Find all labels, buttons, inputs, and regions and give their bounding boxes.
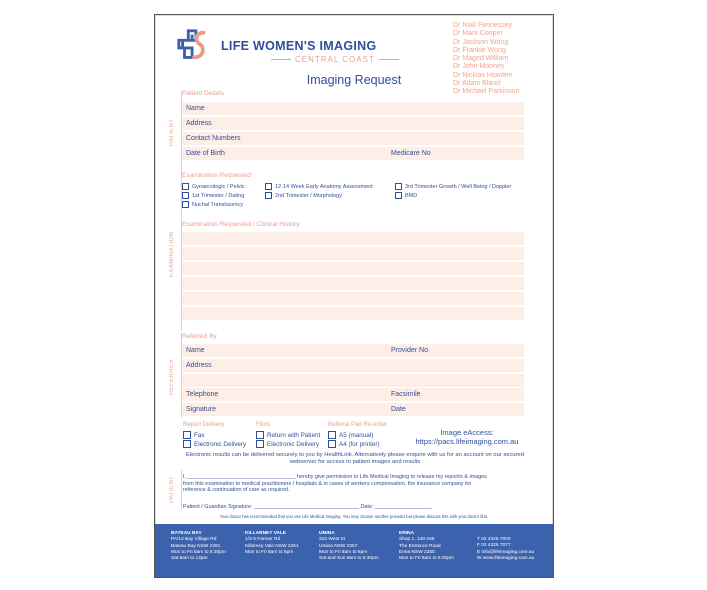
clinical-history-heading: Examination Requested / Clinical History — [182, 221, 300, 228]
referrer-address-line2[interactable] — [182, 374, 524, 387]
consent-text — [183, 474, 528, 494]
referred-by-heading: Referred By — [182, 333, 217, 340]
patient-name-label: Name — [186, 105, 205, 112]
doctor-name: Dr Maged William — [453, 55, 509, 63]
location-name: BATEAU BAY — [171, 531, 202, 536]
early-anatomy-label: 12-14 Week Early Anatomy Assessment — [275, 183, 373, 190]
third-trimester-label: 3rd Trimester Growth / Well Being / Doppler — [405, 183, 512, 190]
email-link[interactable]: E info@lifeimaging.com.au — [477, 549, 535, 555]
doctor-name: Dr Adam Bland — [453, 80, 501, 88]
location-line: Mon to Fri 8am to 5pm — [245, 549, 294, 555]
provider-no-label: Provider No — [391, 347, 428, 354]
consent-side-label: PATIENT — [169, 475, 175, 503]
first-trimester-checkbox[interactable] — [182, 192, 244, 199]
dob-label: Date of Birth — [186, 150, 225, 157]
a4-checkbox[interactable] — [328, 440, 380, 448]
return-with-patient-label: Return with Patient — [267, 431, 321, 439]
exam-requested-heading: Examination Requested — [182, 172, 252, 179]
patient-details-heading: Patient Details — [182, 90, 224, 97]
location-line: Mon to Fri 8am to 5:30pm — [399, 556, 454, 562]
contact-details — [477, 537, 534, 562]
patient-signature-line[interactable]: Patient / Guardian Signature: ___________________________________ Date: ___________________ — [183, 504, 432, 510]
facsimile-label: Facsimile — [391, 391, 421, 398]
medicare-label: Medicare No — [391, 150, 431, 157]
footer-locations — [155, 524, 553, 577]
consent-line: from this examination to medical practitioners / hospitals & in cases of workers compensation, the insurance company for — [183, 480, 472, 487]
doctor-name: Dr Mark Cooper — [453, 30, 503, 38]
referrer-name-label: Name — [186, 347, 205, 354]
brand-name: LIFE WOMEN'S IMAGING — [221, 39, 377, 53]
location-umina — [319, 531, 379, 562]
brand-subtitle: CENTRAL COAST — [267, 55, 403, 64]
patient-side-label: PATIENT — [169, 118, 175, 146]
return-with-patient-checkbox[interactable] — [256, 431, 320, 439]
location-line: Bateau Bay NSW 2261 — [171, 543, 221, 549]
second-trimester-label: 2nd Trimester / Morphology — [275, 192, 342, 199]
bmd-checkbox[interactable] — [395, 192, 417, 199]
location-line: Sat 8am to 12pm — [171, 556, 208, 562]
nuchal-label: Nuchal Translucency — [192, 201, 244, 208]
report-electronic-checkbox[interactable] — [183, 440, 246, 448]
life-imaging-logo-icon — [175, 27, 213, 65]
examination-side-label: EXAMINATION — [169, 231, 175, 277]
location-bateau-bay — [171, 531, 226, 562]
report-delivery-heading: Report Delivery — [183, 422, 225, 428]
eaccess-link[interactable]: https://pacs.lifeimaging.com.au — [415, 437, 519, 446]
referrer-name-field[interactable] — [182, 344, 524, 357]
location-erina — [399, 531, 454, 562]
date-label: Date — [391, 406, 406, 413]
a5-label: A5 (manual) — [339, 431, 374, 439]
signature-label: Signature — [186, 406, 216, 413]
referrer-side-label: REFERRER — [169, 358, 175, 396]
dob-medicare-field[interactable] — [182, 147, 524, 160]
doctor-name: Dr Michael Parkinson — [453, 88, 520, 96]
films-electronic-checkbox[interactable] — [256, 440, 319, 448]
a5-checkbox[interactable] — [328, 431, 373, 439]
gynaecologic-checkbox[interactable] — [182, 183, 245, 190]
doctor-name: Dr Nicklas Howden — [453, 71, 513, 79]
fax-number: F 02 4326 7077 — [477, 543, 511, 549]
location-line: Mon to Fri 8am to 5:30pm — [171, 549, 226, 555]
location-line: Killarney Vale NSW 2261 — [245, 543, 299, 549]
location-line: Mon to Fri 8am to 6pm — [319, 549, 368, 555]
first-trimester-label: 1st Trimester / Dating — [192, 192, 245, 199]
doctor-name: Dr Jackson Wong — [453, 38, 509, 46]
nuchal-checkbox[interactable] — [182, 201, 243, 208]
pad-reorder-heading: Referral Pad Re-order — [328, 422, 388, 428]
location-killarney-vale — [245, 531, 299, 556]
location-name: ERINA — [399, 531, 414, 536]
referrer-address-field[interactable] — [182, 359, 524, 372]
patient-address-label: Address — [186, 120, 212, 127]
fax-label: Fax — [194, 431, 205, 439]
telephone-field[interactable] — [182, 388, 524, 401]
location-line: Erina NSW 2250 — [399, 549, 435, 555]
signature-field[interactable] — [182, 403, 524, 416]
patient-address-field[interactable] — [182, 117, 524, 130]
a4-label: A4 (for printer) — [339, 440, 380, 448]
referrer-address-label: Address — [186, 362, 212, 369]
doctor-name: Dr John Mooney — [453, 63, 505, 71]
clinical-history-textarea[interactable] — [182, 232, 524, 322]
website-link[interactable]: W www.lifeimaging.com.au — [477, 555, 535, 561]
second-trimester-checkbox[interactable] — [265, 192, 342, 199]
telephone-label: Telephone — [186, 391, 219, 398]
patient-name-field[interactable] — [182, 102, 524, 115]
fax-checkbox[interactable] — [183, 431, 205, 439]
consent-line: I, ____________________________________ hereby give permission to Life Medical Imaging to release my report/s & images — [183, 474, 487, 480]
location-line: 1/3-5 Farmer Rd — [245, 537, 281, 543]
report-electronic-label: Electronic Delivery — [194, 440, 247, 448]
gynaecologic-label: Gynaecologic / Pelvic — [192, 183, 245, 190]
location-line: Sat and Sun 9am to 5:30pm — [319, 556, 379, 562]
location-line: PA/12 Bay Village Rd — [171, 537, 217, 543]
bmd-label: BMD — [405, 192, 418, 199]
eaccess-block — [407, 428, 527, 446]
doctor-name: Dr Frankie Wong — [453, 46, 506, 54]
form-title: Imaging Request — [306, 73, 402, 87]
location-line: The Entrance Road — [399, 543, 441, 549]
early-anatomy-checkbox[interactable] — [265, 183, 373, 190]
eaccess-label: Image eAccess: — [440, 428, 494, 437]
imaging-request-form — [154, 14, 554, 578]
section-divider — [181, 470, 182, 510]
consent-line: reference & continuation of care as required. — [183, 487, 290, 494]
electronic-results-note: Electronic results can be delivered securely to you by HealthLink. Alternatively please enquire with us for an account on our secured webserver for access to patient images and results — [185, 452, 525, 465]
films-electronic-label: Electronic Delivery — [267, 440, 320, 448]
location-line: Umina NSW 2257 — [319, 543, 358, 549]
third-trimester-checkbox[interactable] — [395, 183, 511, 190]
location-name: KILLARNEY VALE — [245, 531, 287, 536]
location-name: UMINA — [319, 531, 335, 536]
contact-numbers-label: Contact Numbers — [186, 135, 241, 142]
location-line: Shop 1, 148-158 — [399, 537, 435, 543]
phone-number: T 02 4326 7000 — [477, 537, 511, 542]
location-line: 310 West St — [319, 537, 346, 543]
films-heading: Films — [256, 422, 271, 428]
recommendation-note: Your doctor has recommended that you use Life Medical Imaging. You may choose another provider but please discuss this with your doctor first. — [219, 514, 489, 519]
doctor-name: Dr Niall Fennessey — [453, 22, 513, 29]
